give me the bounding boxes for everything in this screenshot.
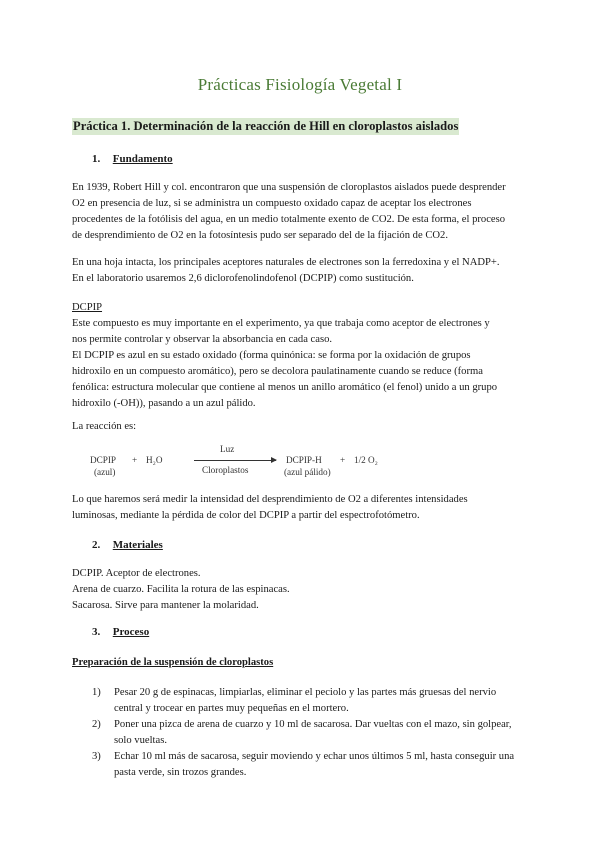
text-line: Echar 10 ml más de sacarosa, seguir moviendo y echar unos últimos 5 ml, hasta conseguir una [114,751,515,762]
list-item [92,749,532,781]
text-line: procedentes de la fotólisis del agua, en un medio totalmente exento de CO2. De esta forma, el proceso [72,214,506,225]
arrow-condition-light: Luz [220,444,235,454]
reactant: DCPIP [90,455,117,465]
text-line: El DCPIP es azul en su estado oxidado (forma quinónica: se forma por la oxidación de grupos [72,350,471,361]
arrow-condition-chloroplasts: Cloroplastos [202,465,249,475]
reaction-equation [84,444,404,484]
section-label: Fundamento [112,153,173,165]
oxygen: 1/2 O₂ [354,455,378,465]
text-line: En el laboratorio usaremos 2,6 diclorofenolindofenol (DCPIP) como sustitución. [72,273,414,284]
text-line: central y trocear en partes muy pequeñas en el mortero. [114,703,349,714]
plus-sign: + [132,455,138,465]
text-line: de desprendimiento de O2 en la fotosíntesis pudo ser separado del de la fijación de CO2. [72,230,448,241]
fundamento-paragraph-1 [72,180,532,244]
text-line: Pesar 20 g de espinacas, limpiarlas, eliminar el peciolo y las partes más gruesas del nervio [114,687,497,698]
section-number: 1. [92,153,101,165]
text-line: La reacción es: [72,421,137,432]
list-item [92,717,532,749]
text-line: Este compuesto es muy importante en el experimento, ya que trabaja como aceptor de electrones y [72,318,490,329]
reaction-arrow [194,460,276,461]
dcpip-block [72,300,532,412]
text-line: Poner una pizca de arena de cuarzo y 10 ml de sacarosa. Dar vueltas con el mazo, sin golpear, [114,719,512,730]
water: H₂O [146,455,163,465]
text-line: fenólica: estructura molecular que contiene al menos un anillo aromático (el fenol) unido a un grupo [72,382,498,393]
preparacion-heading [72,655,532,671]
text-line: nos permite controlar y observar la absorbancia en cada caso. [72,334,333,345]
section-label: Proceso [112,626,150,638]
text-line: pasta verde, sin trozos grandes. [114,767,247,778]
fundamento-paragraph-2 [72,255,532,287]
materiales-list [72,566,532,614]
list-item [92,685,532,717]
plus-sign: + [340,455,346,465]
text-line: DCPIP. Aceptor de electrones. [72,568,201,579]
step-number: 3) [92,751,101,762]
text-line: luminosas, mediante la pérdida de color del DCPIP a partir del espectrofotómetro. [72,510,420,521]
fundamento-paragraph-4 [72,492,532,524]
section-number: 2. [92,539,101,551]
text-line: En una hoja intacta, los principales aceptores naturales de electrones son la ferredoxina y el NADP+. [72,257,500,268]
text-line: O2 en presencia de luz, si se administra un compuesto oxidado capaz de aceptar los electrones [72,198,472,209]
text-line: En 1939, Robert Hill y col. encontraron que una suspensión de cloroplastos aislados puede desprender [72,182,506,193]
section-label: Materiales [112,539,163,551]
practica-1-heading: Práctica 1. Determinación de la reacción de Hill en cloroplastos aislados [73,119,459,133]
product-note: (azul pálido) [284,467,331,477]
text-line: solo vueltas. [114,735,167,746]
text-line: hidroxilo en un compuesto aromático), pero se decolora paulatinamente cuando se reduce (forma [72,366,483,377]
document-title: Prácticas Fisiología Vegetal I [197,75,403,94]
text-line: Arena de cuarzo. Facilita la rotura de las espinacas. [72,584,290,595]
text-line: Sacarosa. Sirve para mantener la molaridad. [72,600,259,611]
section-materiales [92,539,163,551]
process-steps-list [92,685,532,781]
step-number: 2) [92,719,101,730]
reaction-label [72,419,532,435]
text-line: Preparación de la suspensión de cloroplastos [72,657,274,668]
text-line: Lo que haremos será medir la intensidad del desprendimiento de O2 a diferentes intensidades [72,494,468,505]
step-number: 1) [92,687,101,698]
section-number: 3. [92,626,101,638]
reactant-note: (azul) [94,467,116,477]
section-fundamento [92,153,173,165]
section-proceso [92,626,149,638]
text-line: hidroxilo (-OH)), pasando a un azul pálido. [72,398,256,409]
dcpip-heading: DCPIP [72,302,103,313]
product: DCPIP-H [286,455,322,465]
